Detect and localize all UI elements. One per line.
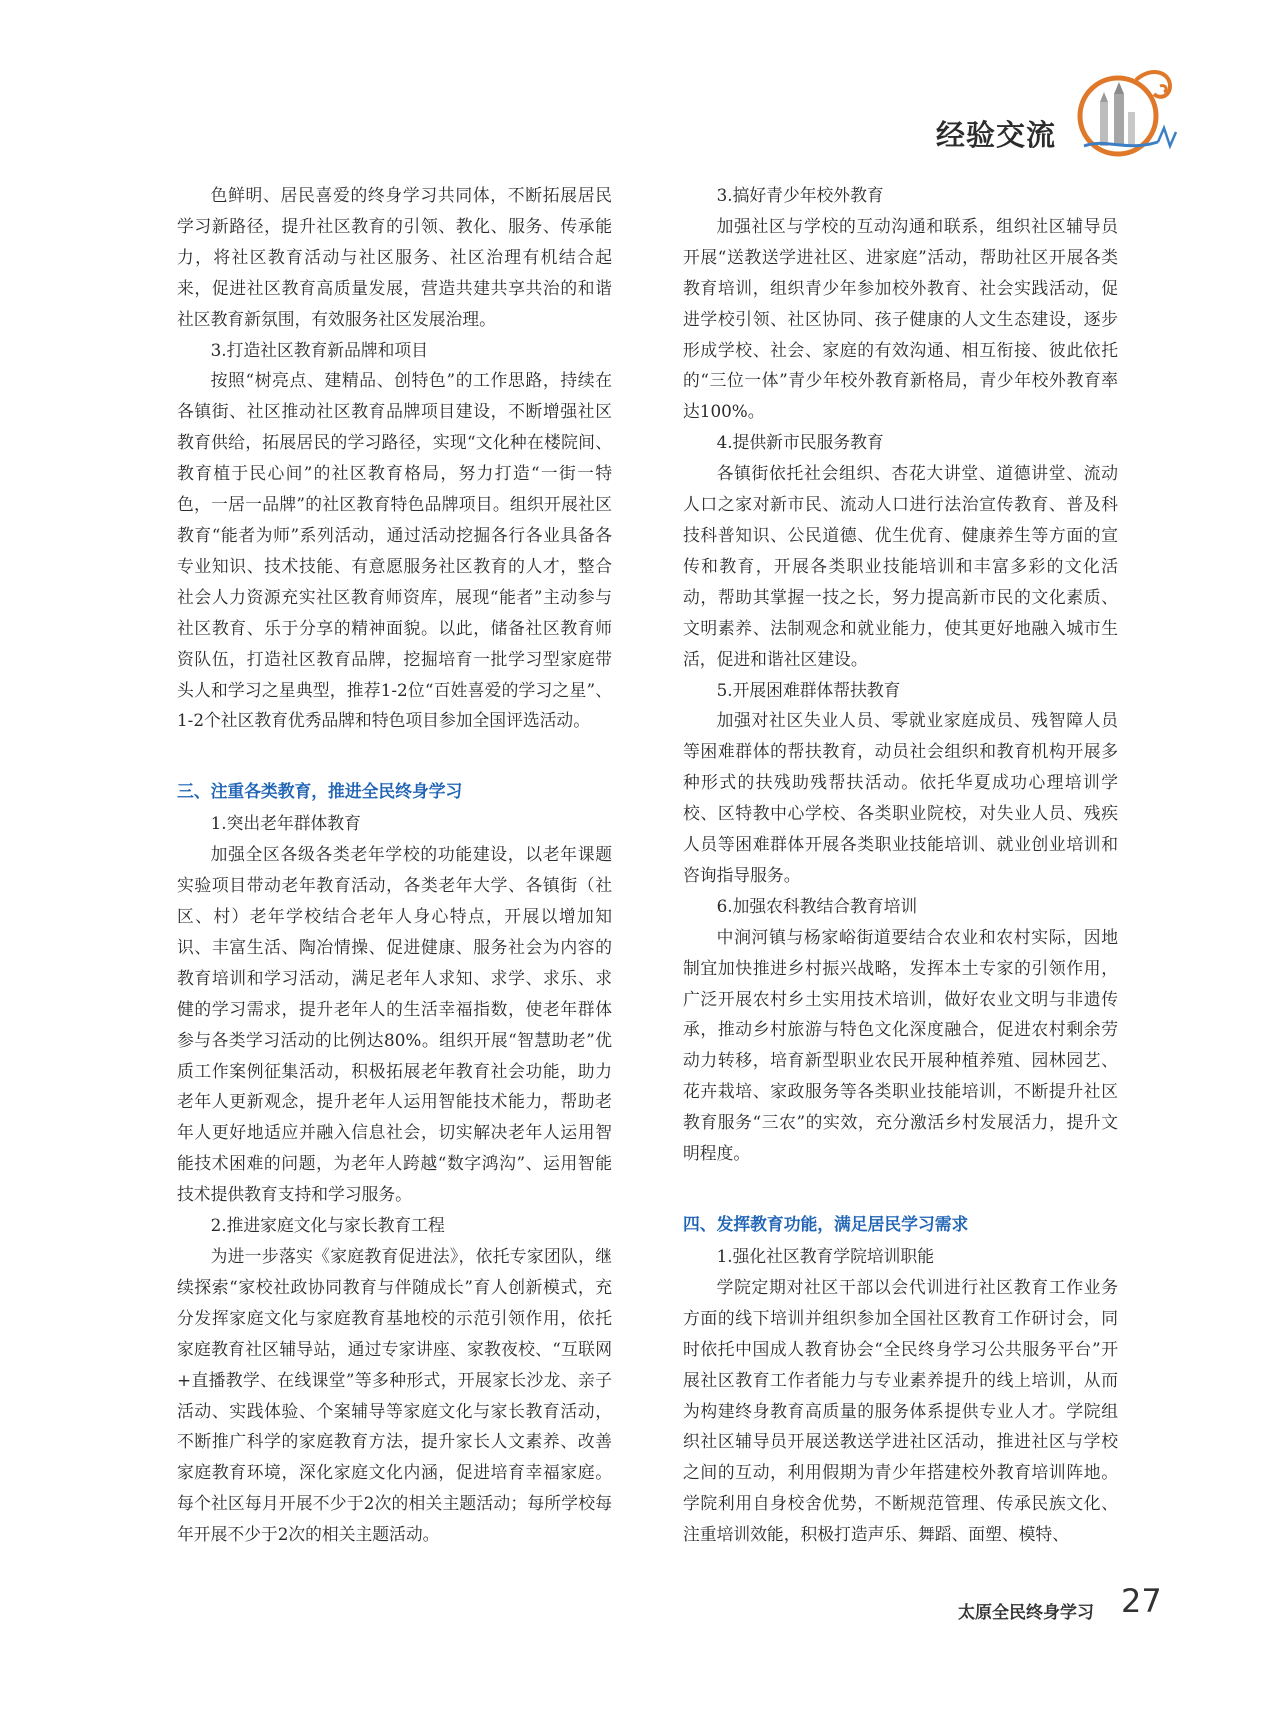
page-number: 27 [1121,1582,1162,1620]
body-paragraph: 加强社区与学校的互动沟通和联系，组织社区辅导员开展“送教送学进社区、进家庭”活动，帮助社区开展各类教育培训，组织青少年参加校外教育、社会实践活动，促进学校引领、社区协同、孩子健康的人文生态建设，逐步形成学校、社会、家庭的有效沟通、相互衔接、彼此依托的“三位一体”青少年校外教育新格局，青少年校外教育率达100%。 [683,215,1118,422]
subsection-title: 6.加强农科教结合教育培训 [716,895,918,916]
subsection-title: 1.突出老年群体教育 [210,813,361,834]
magazine-name: 太原全民终身学习 [958,1603,1094,1623]
subsection-title: 5.开展困难群体帮扶教育 [716,679,901,700]
subsection-title: 1.强化社区教育学院培训职能 [716,1246,934,1266]
subsection-title: 3.打造社区教育新品牌和项目 [210,339,428,360]
body-paragraph: 中涧河镇与杨家峪街道要结合农业和农村实际，因地制宜加快推进乡村振兴战略，发挥本土专家的引领作用，广泛开展农村乡土实用技术培训，做好农业文明与非遗传承，推动乡村旅游与特色文化深度融合，促进农村剩余劳动力转移，培育新型职业农民开展种植养殖、园林园艺、花卉栽培、家政服务等各类职业技能培训，不断提升社区教育服务“三农”的实效，充分激活乡村发展活力，提升文明程度。 [683,926,1118,1164]
subsection-title: 4.提供新市民服务教育 [716,432,884,453]
body-paragraph: 学院定期对社区干部以会代训进行社区教育工作业务方面的线下培训并组织参加全国社区教育工作研讨会，同时依托中国成人教育协会“全民终身学习公共服务平台”开展社区教育工作者能力与专业素养提升的线上培训，从而为构建终身教育高质量的服务体系提供专业人才。学院组织社区辅导员开展送教送学进社区活动，推进社区与学校之间的互动，利用假期为青少年搭建校外教育培训阵地。学院利用自身校舍优势，不断规范管理、传承民族文化、注重培训效能，积极打造声乐、舞蹈、面塑、模特、 [683,1276,1118,1545]
subsection-title: 3.搞好青少年校外教育 [716,185,884,205]
body-paragraph: 色鲜明、居民喜爱的终身学习共同体，不断拓展居民学习新路径，提升社区教育的引领、教化、服务、传承能力，将社区教育活动与社区服务、社区治理有机结合起来，促进社区教育高质量发展，营造共建共享共治的和谐社区教育新氛围，有效服务社区发展治理。 [177,185,612,329]
body-paragraph: 按照“树亮点、建精品、创特色”的工作思路，持续在各镇街、社区推动社区教育品牌项目建设，不断增强社区教育供给，拓展居民的学习路径，实现“文化种在楼院间、教育植于民心间”的社区教育格局，努力打造“一街一特色，一居一品牌”的社区教育特色品牌项目。组织开展社区教育“能者为师”系列活动，通过活动挖掘各行各业具备各专业知识、技术技能、有意愿服务社区教育的人才，整合社会人力资源充实社区教育师资库，展现“能者”主动参与社区教育、乐于分享的精神面貌。以此，储备社区教育师资队伍，打造社区教育品牌，挖掘培育一批学习型家庭带头人和学习之星典型，推荐1-2位“百姓喜爱的学习之星”、1-2个社区教育优秀品牌和特色项目参加全国评选活动。 [177,370,612,731]
section-title: 经验交流 [936,118,1057,152]
body-paragraph: 各镇街依托社会组织、杏花大讲堂、道德讲堂、流动人口之家对新市民、流动人口进行法治宣传教育、普及科技科普知识、公民道德、优生优育、健康养生等方面的宣传和教育，开展各类职业技能培训和丰富多彩的文化活动，帮助其掌握一技之长，努力提高新市民的文化素质、文明素养、法制观念和就业能力，使其更好地融入城市生活，促进和谐社区建设。 [683,463,1118,669]
body-paragraph: 加强对社区失业人员、零就业家庭成员、残智障人员等困难群体的帮扶教育，动员社会组织和教育机构开展多种形式的扶残助残帮扶活动。依托华夏成功心理培训学校、区特教中心学校、各类职业院校，对失业人员、残疾人员等困难群体开展各类职业技能培训、就业创业培训和咨询指导服务。 [683,710,1118,885]
section-heading: 四、发挥教育功能，满足居民学习需求 [683,1214,969,1234]
section-logo-icon [1066,66,1186,160]
body-paragraph: 为进一步落实《家庭教育促进法》，依托专家团队，继续探索“家校社政协同教育与伴随成长”育人创新模式，充分发挥家庭文化与家庭教育基地校的示范引领作用，依托家庭教育社区辅导站，通过专家讲座、家教夜校、“互联网+直播教学、在线课堂”等多种形式，开展家长沙龙、亲子活动、实践体验、个案辅导等家庭文化与家长教育活动，不断推广科学的家庭教育方法，提升家长人文素养、改善家庭教育环境，深化家庭文化内涵，促进培育幸福家庭。每个社区每月开展不少于2次的相关主题活动；每所学校每年开展不少于2次的相关主题活动。 [177,1246,612,1545]
body-paragraph: 加强全区各级各类老年学校的功能建设，以老年课题实验项目带动老年教育活动，各类老年大学、各镇街（社区、村）老年学校结合老年人身心特点，开展以增加知识、丰富生活、陶冶情操、促进健康、服务社会为内容的教育培训和学习活动，满足老年人求知、求学、求乐、求健的学习需求，提升老年人的生活幸福指数，使老年群体参与各类学习活动的比例达80%。组织开展“智慧助老”优质工作案例征集活动，积极拓展老年教育社会功能，助力老年人更新观念，提升老年人运用智能技术能力，帮助老年人更好地适应并融入信息社会，切实解决老年人运用智能技术困难的问题，为老年人跨越“数字鸿沟”、运用智能技术提供教育支持和学习服务。 [177,844,612,1205]
right-column [683,180,1118,1550]
left-column [177,180,612,1550]
section-heading: 三、注重各类教育，推进全民终身学习 [177,781,463,802]
subsection-title: 2.推进家庭文化与家长教育工程 [210,1215,445,1236]
